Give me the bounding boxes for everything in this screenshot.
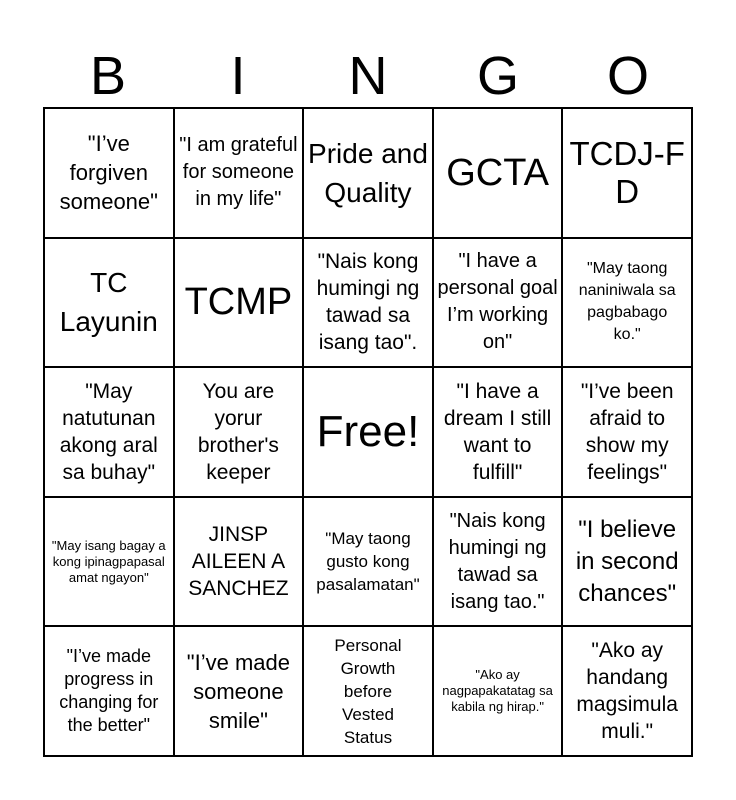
bingo-cell[interactable]	[44, 626, 174, 756]
cell-text: "I’ve been afraid to show my feelings"	[580, 379, 674, 484]
bingo-cell[interactable]	[562, 497, 692, 627]
cell-text: "I believe in second chances"	[575, 515, 679, 607]
cell-text: "May natutunan akong aral sa buhay"	[59, 379, 158, 484]
bingo-cell[interactable]	[303, 497, 433, 627]
cell-text: "Ako ay nagpapakatatag sa kabila ng hirap."	[442, 667, 553, 715]
bingo-cell[interactable]	[303, 367, 433, 497]
cell-text: "I’ve forgiven someone"	[59, 131, 158, 215]
cell-text: "Ako ay handang magsimula muli."	[576, 639, 678, 744]
cell-text: Free!	[316, 406, 420, 456]
cell-text: TC Layunin	[59, 267, 158, 338]
bingo-cell[interactable]	[303, 626, 433, 756]
cell-text: You are yorur brother's keeper	[197, 379, 279, 484]
cell-text: "I have a dream I still want to fulfill"	[443, 379, 552, 484]
bingo-cell[interactable]	[433, 367, 563, 497]
bingo-cell[interactable]	[433, 626, 563, 756]
bingo-cell[interactable]	[562, 238, 692, 368]
bingo-cell[interactable]	[44, 497, 174, 627]
cell-text: "I’ve made someone smile"	[186, 649, 290, 733]
cell-text: Personal Growth before Vested Status	[334, 635, 402, 747]
cell-text: GCTA	[446, 151, 549, 194]
header-letter-i: I	[230, 46, 246, 106]
cell-text: "I’ve made progress in changing for the better"	[59, 646, 159, 736]
cell-text: "May isang bagay akong ipinagpapasalamat ngayon"	[51, 537, 166, 585]
bingo-cell[interactable]	[562, 367, 692, 497]
header-letter-o: O	[606, 46, 649, 106]
bingo-cell[interactable]	[174, 626, 304, 756]
bingo-cell[interactable]	[44, 367, 174, 497]
bingo-cell[interactable]	[44, 108, 174, 238]
cell-text: "May taong gusto kong pasalamatan"	[316, 529, 420, 595]
bingo-cell[interactable]	[433, 238, 563, 368]
bingo-cell[interactable]	[174, 497, 304, 627]
cell-text: TCDJ-FD	[569, 134, 685, 210]
cell-text: "I have a personal goal I’m working on"	[437, 250, 558, 354]
bingo-cell[interactable]	[174, 108, 304, 238]
cell-text: "Nais kong humingi ng tawad sa isang tao".	[316, 250, 420, 355]
header-letter-b: B	[89, 46, 127, 106]
cell-text: "I am grateful for someone in my life"	[179, 134, 298, 211]
header-letter-g: G	[476, 46, 519, 106]
cell-text: Pride and Quality	[308, 137, 428, 208]
bingo-cell[interactable]	[174, 367, 304, 497]
bingo-card	[43, 107, 693, 757]
bingo-cell[interactable]	[433, 497, 563, 627]
bingo-header	[43, 44, 693, 108]
bingo-cell[interactable]	[303, 108, 433, 238]
cell-text: "May taong naniniwala sa pagbabago ko."	[578, 260, 676, 344]
bingo-cell[interactable]	[562, 108, 692, 238]
cell-text: TCMP	[184, 281, 293, 324]
bingo-cell[interactable]	[174, 238, 304, 368]
header-letter-n: N	[348, 46, 388, 106]
cell-text: "Nais kong humingi ng tawad sa isang tao."	[448, 509, 547, 613]
bingo-cell[interactable]	[44, 238, 174, 368]
bingo-cell[interactable]	[562, 626, 692, 756]
bingo-cell[interactable]	[433, 108, 563, 238]
bingo-cell[interactable]	[303, 238, 433, 368]
cell-text: JINSP AILEEN A SANCHEZ	[188, 523, 289, 601]
